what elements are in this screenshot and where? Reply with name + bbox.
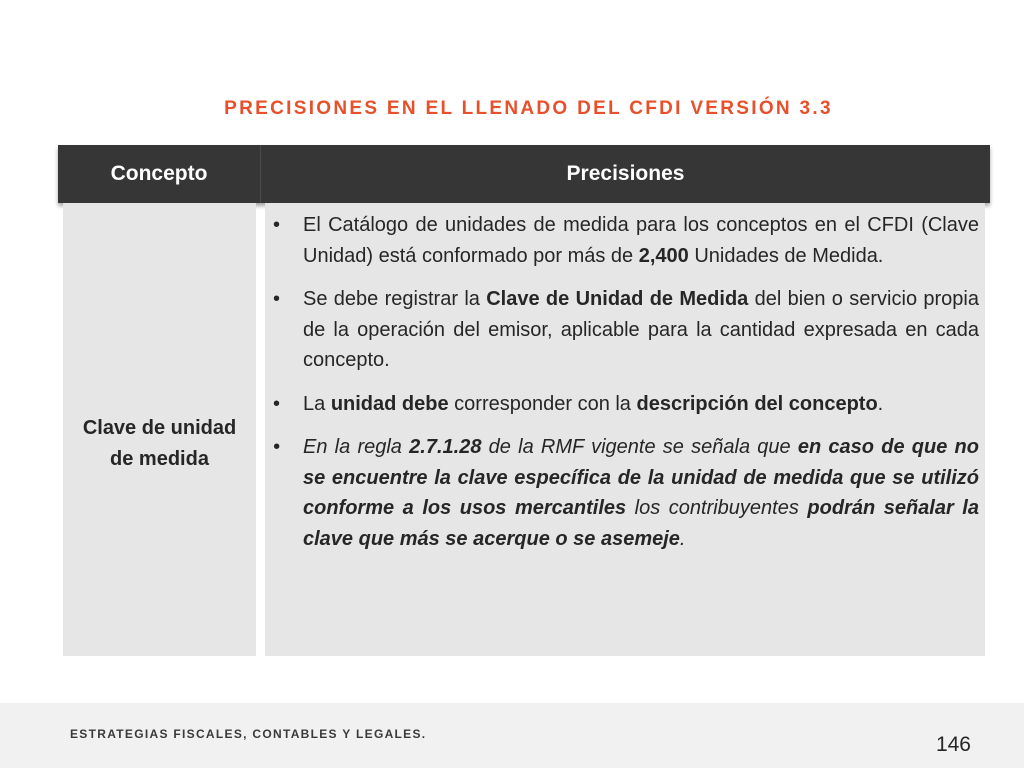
concept-label (83, 413, 236, 475)
bold-text: Clave de Unidad de Medida (486, 288, 749, 310)
precisiones-cell (265, 203, 985, 656)
list-item (273, 210, 979, 271)
text-segment: . (679, 527, 686, 550)
bold-text: descripción del concepto (636, 392, 878, 415)
header-concepto: Concepto (110, 162, 208, 185)
bullet-marker: • (273, 392, 281, 415)
concept-cell (63, 203, 256, 656)
page-number: 146 (935, 733, 971, 756)
bold-text: podrán señalar la clave que más se acerque o se asemeje (303, 497, 979, 550)
bold-text: 2.7.1.28 (409, 436, 482, 458)
text-segment: los contribuyentes (626, 497, 808, 519)
concept-line-2: de medida (110, 447, 209, 470)
text-segment: Se debe registrar la (303, 288, 487, 310)
bullet-marker: • (273, 288, 281, 310)
text-segment: El Catálogo de unidades de medida para los conceptos en el CFDI (Clave Unidad) está conformado por más de (303, 214, 979, 267)
table-header (58, 145, 990, 203)
bold-text: en caso de que no se encuentre la clave específica de la unidad de medida que se utilizó conforme a los usos mercantiles (303, 436, 979, 519)
text-segment: La (303, 392, 331, 415)
slide-title: PRECISIONES EN EL LLENADO DEL CFDI VERSIÓN 3.3 (224, 98, 833, 119)
bold-text: 2,400 (638, 244, 689, 267)
text-segment: corresponder con la (448, 392, 637, 415)
list-item (273, 284, 979, 376)
concept-line-1: Clave de unidad (82, 416, 237, 439)
bold-text: unidad debe (330, 392, 449, 415)
list-item (273, 432, 979, 554)
text-segment: del bien o servicio propia de la operación del emisor, aplicable para la cantidad expresada en cada concepto. (303, 288, 979, 371)
precisiones-list (265, 203, 985, 554)
list-item (273, 389, 979, 420)
bullet-marker: • (273, 214, 281, 236)
footer-tagline: ESTRATEGIAS FISCALES, CONTABLES Y LEGALES. (70, 727, 427, 741)
text-segment: En la regla (303, 436, 410, 458)
text-segment: Unidades de Medida. (688, 244, 884, 267)
text-segment: de la RMF vigente se señala que (481, 436, 798, 458)
text-segment: . (877, 392, 884, 415)
header-precisiones: Precisiones (566, 162, 685, 185)
bullet-marker: • (273, 436, 281, 458)
